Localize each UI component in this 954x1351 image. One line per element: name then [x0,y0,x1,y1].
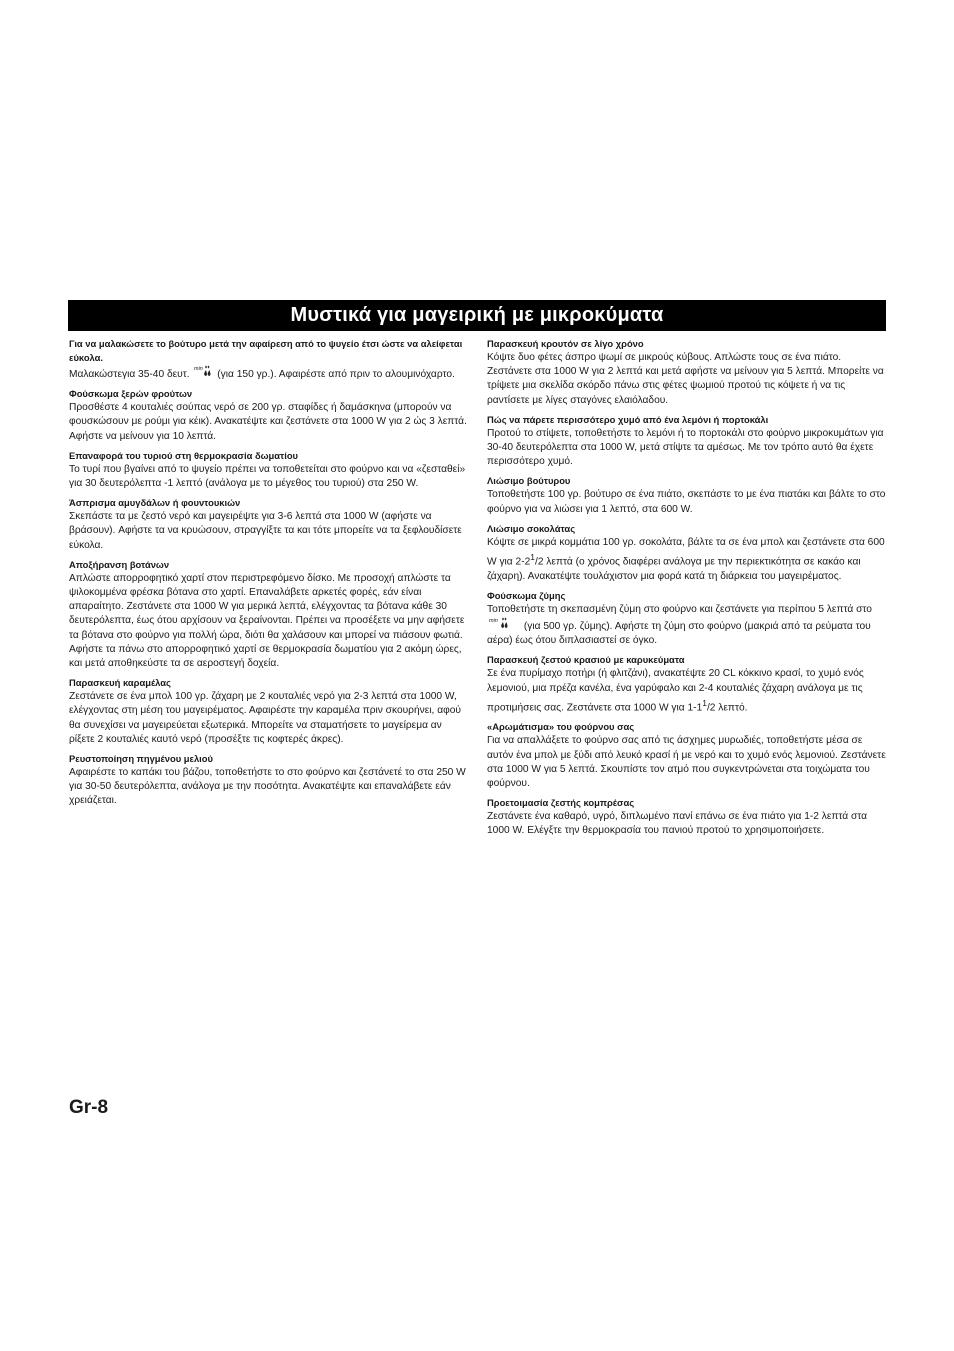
tip-hot-compress [487,796,887,838]
tip-liquefy-honey [69,752,469,809]
tip-heading: Ρευστοποίηση πηγμένου μελιού [69,753,213,765]
page-title: Μυστικά για μαγειρική με μικροκύματα [68,300,886,331]
left-column [69,337,469,814]
tip-heading: Προετοιμασία ζεστής κομπρέσας [487,797,635,809]
tip-croutons [487,337,887,408]
tip-heading: Λιώσιμο βούτυρου [487,475,571,487]
tip-dry-herbs [69,558,469,671]
tip-melt-chocolate [487,522,887,584]
tip-body: Σε ένα πυρίμαχο ποτήρι (ή φλιτζάνι), ανακατέψτε 20 CL κόκκινο κρασί, το χυμό ενός λεμονιού, μια πρέζα κανέλα, ένα γαρύφαλο και 2-4 κουταλιές ζάχαρη ανάλογα με τις προτιμήσεις σας. Ζεστάνετε στα 1000 W για $1-1^1/2$ λεπτό. [487,668,864,714]
defrost-min-icon [489,617,519,631]
tip-body: Προτού το στίψετε, τοποθετήστε το λεμόνι ή το πορτοκάλι στο φούρνο μικροκυμάτων για 30-40 δευτερόλεπτα στα 1000 W, μετά στίψτε τα αμέσως. Με τον τρόπο αυτό θα έχετε περισσότερο χυμό. [487,427,884,468]
tip-mulled-wine [487,653,887,715]
svg-text:min: min [489,618,498,625]
tip-body: Σκεπάστε τα με ζεστό νερό και μαγειρέψτε για 3-6 λεπτά στα 1000 W (αφήστε να βράσουν). Αφήστε τα να κρυώσουν, στραγγίξτε τα και τότε μπορείτε να τα ξεφλουδίσετε εύκολα. [69,511,462,551]
tip-body: Κόψτε σε μικρά κομμάτια 100 γρ. σοκολάτα, βάλτε τα σε ένα μπολ και ζεστάνετε στα 600 W για $2-2^1/2$ λεπτά (ο χρόνος διαφέρει ανάλογα με την περιεκτικότητα σε κακάο και ζάχαρη). Ανακατέψτε τουλάχιστον μια φορά κατά τη διάρκεια του μαγειρέματος. [487,536,885,582]
tip-body: Τοποθετήστε 100 γρ. βούτυρο σε ένα πιάτο, σκεπάστε το με ένα πιατάκι και βάλτε το στο φούρνο για να λιώσει για 1 λεπτό, στα 600 W. [487,489,886,515]
tip-heading: Πώς να πάρετε περισσότερο χυμό από ένα λεμόνι ή πορτοκάλι [487,413,769,425]
tip-body: Αφαιρέστε το καπάκι του βάζου, τοποθετήστε το στο φούρνο και ζεστάνετέ το στα 250 W για 30-50 δευτερόλεπτα, ανάλογα με την ποσότητα. Ανακατέψτε και επαναλάβετε εάν χρειάζεται. [69,767,466,807]
tip-body: Ζεστάνετε ένα καθαρό, υγρό, διπλωμένο πανί επάνω σε ένα πιάτο για 1-2 λεπτά στα 1000 W. Ελέγξτε την θερμοκρασία του πανιού προτού το χρησιμοποιήσετε. [487,811,868,837]
tip-citrus-juice [487,413,887,470]
tip-body: Το τυρί που βγαίνει από το ψυγείο πρέπει να τοποθετείται στο φούρνο και να «ζεσταθεί» για 30 δευτερόλεπτα -1 λεπτό (ανάλογα με το μέγεθος του τυριού) στα 250 W. [69,463,466,490]
svg-text:min: min [194,366,204,372]
tip-cheese-room-temp [69,449,469,491]
tip-body: Απλώστε απορροφητικό χαρτί στον περιστρεφόμενο δίσκο. Με προσοχή απλώστε τα ψιλοκομμένα φρέσκα βότανα στο χαρτί. Επαναλάβετε αρκετές φορές, εάν είναι απαραίτητο. Ζεστάνετε στα 1000 W για μερικά λεπτά, ελέγχοντας τα βότανα κάθε 30 δευτερόλεπτα, έως ότου αρχίσουν να ξεραίνονται. Πρέπει να προσέξετε να μην αφήσετε τα βότανα στο φούρνο για πολλή ώρα, διότι θα χαλάσουν και μπορεί να πιάσουν φωτιά. Αφήστε τα πάνω στο απορροφητικό χαρτί σε θερμοκρασία δωματίου για 2 ακόμη ώρες, και μετά αποθηκεύστε τα σε αεροστεγή δοχεία. [69,572,465,670]
tip-heading: Φούσκωμα ζύμης [487,589,566,601]
tip-heading: Αποξήρανση βοτάνων [69,558,170,570]
tip-melt-butter [487,474,887,516]
tip-heading: Για να μαλακώσετε το βούτυρο μετά την αφαίρεση από το ψυγείο έτσι ώστε να αλείφεται εύκολα. [69,338,463,363]
tip-body: Κόψτε δυο φέτες άσπρο ψωμί σε μικρούς κύβους. Απλώστε τους σε ένα πιάτο. Ζεστάνετε στα 1000 W για 2 λεπτά και μετά αφήστε να μείνουν για 5 λεπτά. Μπορείτε να τρίψετε μια σκελίδα σκόρδο πάνω στις φέτες ψωμιού προτού τις κόψετε ή να τις ραντίσετε με λίγες σταγόνες ελαιόλαδου. [487,352,884,406]
tip-body: Ζεστάνετε σε ένα μπολ 100 γρ. ζάχαρη με 2 κουταλιές νερό για 2-3 λεπτά στα 1000 W, ελέγχοντας στη μέση του μαγειρέματος. Αφαιρέστε την καραμέλα πριν σκουρήνει, αφού θα συνεχίσει να μαγειρεύεται εξωτερικά. Μπορείτε να σταματήσετε το μαγείρεμα αν ρίξετε 2 κουταλιές καυτό νερό (προσέξτε τις κοφτερές άκρες). [69,691,461,745]
tip-heading: «Αρωμάτισμα» του φούρνου σας [487,721,635,733]
right-column [487,337,887,844]
tip-freshen-oven [487,720,887,791]
tip-proof-dough [487,589,887,649]
tip-body: Τοποθετήστε τη σκεπασμένη ζύμη στο φούρνο και ζεστάνετε για περίπου 5 λεπτά στο min (για 500 γρ. ζύμης). Αφήστε τη ζύμη στο φούρνο (μακριά από τα ρεύματα του αέρα) έως ότου διπλασιαστεί σε όγκο. [487,603,872,647]
tip-body: Για να απαλλάξετε το φούρνο σας από τις άσχημες μυρωδιές, τοποθετήστε μέσα σε αυτόν ένα μπολ με ξύδι από λευκό κρασί ή με νερό και το χυμό ενός λεμονιού. Ζεστάνετε στα 1000 W για 5 λεπτά. Σκουπίστε τον ατμό που συγκεντρώνεται στα τοιχώματα του φούρνου. [487,735,886,790]
tip-heading: Φούσκωμα ξερών φρούτων [69,388,193,400]
tip-heading: Παρασκευή ζεστού κρασιού με καρυκεύματα [487,654,685,666]
tip-heading: Επαναφορά του τυριού στη θερμοκρασία δωματίου [69,449,299,461]
tip-caramel [69,676,469,747]
tip-body: Προσθέστε 4 κουταλιές σούπας νερό σε 200 γρ. σταφίδες ή δαμάσκηνα (μπορούν να φουσκώσουν με ρούμι για κέικ). Ανακατέψτε και ζεστάνετε στα 1000 W για 2 ώς 3 λεπτά. Αφήστε να μείνουν για 10 λεπτά. [69,402,467,442]
defrost-min-icon [194,365,212,379]
tip-heading: Άσπρισμα αμυγδάλων ή φουντουκιών [69,497,241,509]
tip-dried-fruit [69,387,469,444]
tip-heading: Λιώσιμο σοκολάτας [487,522,576,534]
tip-body: Μαλακώστεγια 35-40 δευτ. min (για 150 γρ.). Αφαιρέστε από πριν το αλουμινόχαρτο. [69,366,455,380]
page-number: Gr-8 [69,1097,109,1118]
tip-blanch-nuts [69,496,469,553]
tip-heading: Παρασκευή καραμέλας [69,677,171,689]
tip-soften-butter [69,337,469,382]
tip-heading: Παρασκευή κρουτόν σε λίγο χρόνο [487,338,644,349]
